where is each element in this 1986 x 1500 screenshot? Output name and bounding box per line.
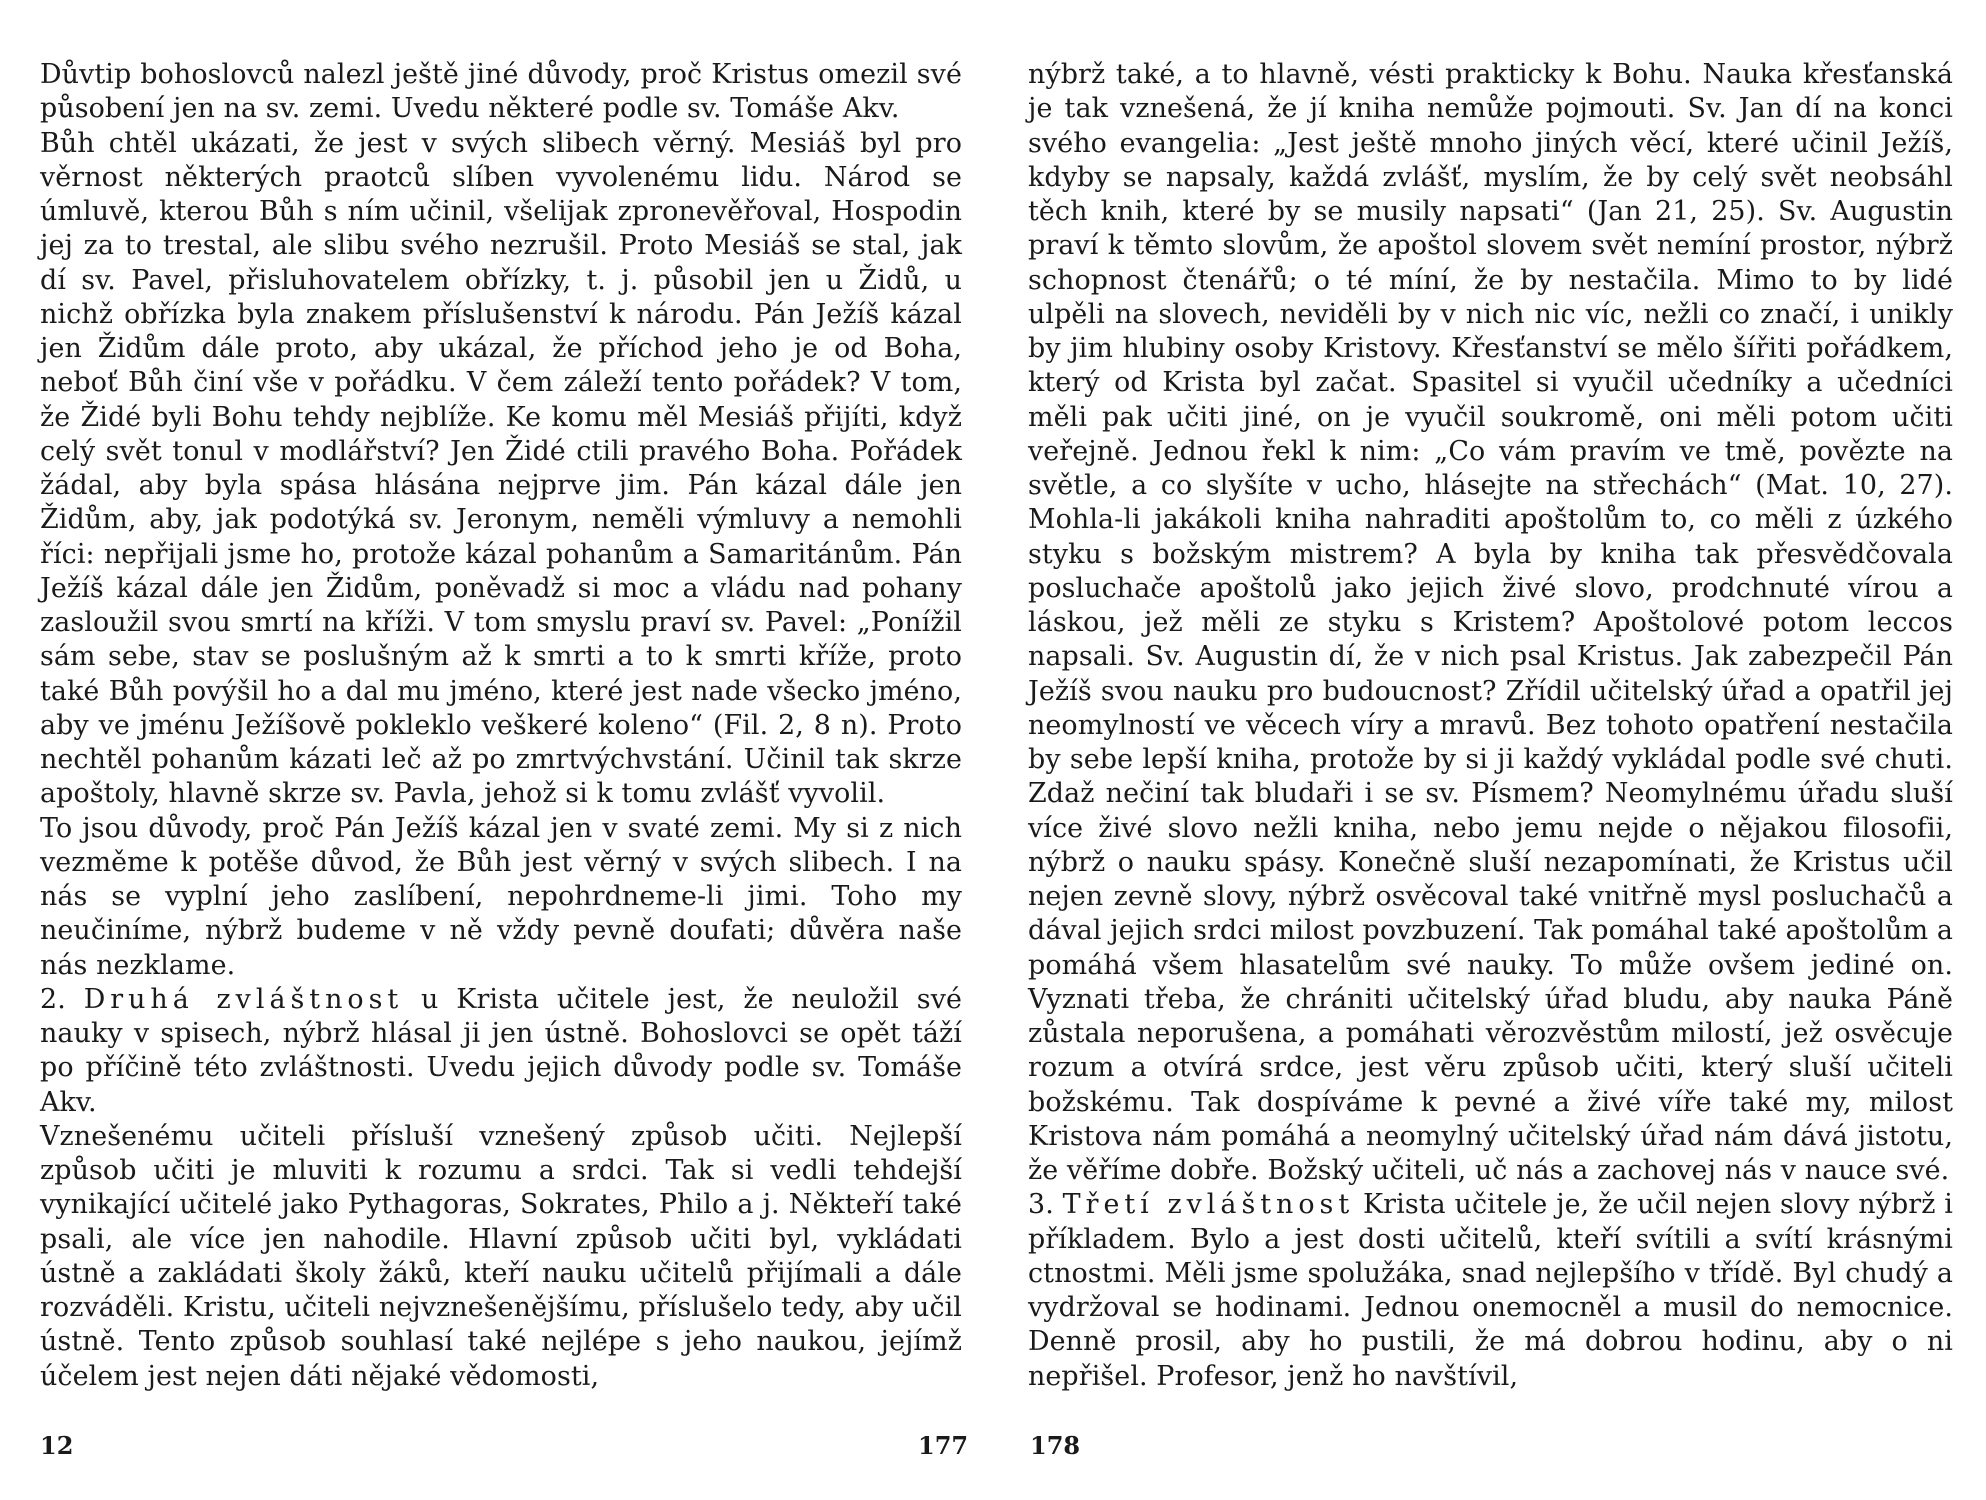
intro-paragraph: Důvtip bohoslovců nalezl ještě jiné důvody, proč Kristus omezil své působení jen na sv. zemi. Uvedu některé podle sv. Tomáše Akv. <box>40 59 962 125</box>
faithfulness-paragraph: Bůh chtěl ukázati, že jest v svých slibech věrný. Mesiáš byl pro věrnost některých praotců slíben vyvolenému lidu. Národ se úmluvě, kterou Bůh s ním učinil, všelijak zpronevěřoval, Hospodin jej za to trestal, ale slibu svého nezrušil. Proto Mesiáš se stal, jak dí sv. Pavel, přisluhovatelem obřízky, t. j. působil jen u Židů, u nichž obřízka byla znakem příslušenství k národu. Pán Ježíš kázal jen Židům dále proto, aby ukázal, že příchod jeho je od Boha, neboť Bůh činí vše v pořádku. V čem záleží tento pořádek? V tom, že Židé byli Bohu tehdy nejblíže. Ke komu měl Mesiáš přijíti, když celý svět tonul v modlářství? Jen Židé ctili pravého Boha. Pořádek žádal, aby byla spása hlásána nejprve jim. Pán kázal dále jen Židům, aby, jak podotýká sv. Jeronym, neměli výmluvy a nemohli říci: nepřijali jsme ho, protože kázal pohanům a Samaritánům. Pán Ježíš kázal dále jen Židům, poněvadž si moc a vládu nad pohany zasloužil svou smrtí na kříži. V tom smyslu praví sv. Pavel: „Ponížil sám sebe, stav se poslušným až k smrti a to k smrti kříže, proto také Bůh povýšil ho a dal mu jméno, které jest nade všecko jméno, aby ve jménu Ježíšově pokleklo veškeré koleno“ (Fil. 2, 8 n). Proto nechtěl pohanům kázati leč až po zmrtvýchvstání. Učinil tak skrze apoštoly, hlavně skrze sv. Pavla, jehož si k tomu zvlášť vyvolil. <box>40 127 962 810</box>
right-page <box>1028 58 1953 1394</box>
point-3-number: 3. <box>1028 1189 1054 1221</box>
point-3-paragraph <box>1028 1188 1953 1394</box>
point-3-heading: Třetí zvláštnost <box>1062 1189 1355 1221</box>
left-page <box>40 58 962 1394</box>
teaching-method-paragraph: Vznešenému učiteli přísluší vznešený způsob učiti. Nejlepší způsob učiti je mluviti k rozumu a srdci. Tak si vedli tehdejší vynikající učitelé jako Pythagoras, Sokrates, Philo a j. Někteří také psali, ale více jen nahodile. Hlavní způsob učiti byl, vykládati ústně a zakládati školy žáků, kteří nauku učitelů přijímali a dále rozváděli. Kristu, učiteli nejvznešenějšímu, příslušelo tedy, aby učil ústně. Tento způsob souhlasí také nejlépe s jeho naukou, jejímž účelem jest nejen dáti nějaké vědomosti, <box>40 1120 962 1392</box>
point-2-heading: Druhá zvláštnost <box>83 983 404 1015</box>
continuation-paragraph: nýbrž také, a to hlavně, vésti prakticky k Bohu. Nauka křesťanská je tak vznešená, že jí kniha nemůže pojmouti. Sv. Jan dí na konci svého evangelia: „Jest ještě mnoho jiných věcí, které učinil Ježíš, kdyby se napsaly, každá zvlášť, myslím, že by celý svět neobsáhl těch knih, které by se musily napsati“ (Jan 21, 25). Sv. Augustin praví k těmto slovům, že apoštol slovem svět nemíní prostor, nýbrž schopnost čtenářů; o té míní, že by nestačila. Mimo to by lidé ulpěli na slovech, neviděli by v nich nic víc, nežli co značí, i unikly by jim hlubiny osoby Kristovy. Křesťanství se mělo šířiti pořádkem, který od Krista byl začat. Spasitel si vyučil učedníky a učedníci měli pak učiti jiné, on je vyučil soukromě, oni měli potom učiti veřejně. Jednou řekl k nim: „Co vám pravím ve tmě, povězte na světle, a co slyšíte v ucho, hlásejte na střechách“ (Mat. 10, 27). Mohla-li jakákoli kniha nahraditi apoštolům to, co měli z úzkého styku s božským mistrem? A byla by kniha tak přesvědčovala posluchače apoštolů jako jejich živé slovo, prodchnuté vírou a láskou, jež měli ze styku s Kristem? Apoštolové potom leccos napsali. Sv. Augustin dí, že v nich psal Kristus. Jak zabezpečil Pán Ježíš svou nauku pro budoucnost? Zřídil učitelský úřad a opatřil jej neomylností ve věcech víry a mravů. Bez tohoto opatření nestačila by sebe lepší kniha, protože by si ji každý vykládal podle své chuti. Zdaž nečiní tak bludaři i se sv. Písmem? Neomylnému úřadu sluší více živé slovo nežli kniha, nebo jemu nejde o nějakou filosofii, nýbrž o nauku spásy. Konečně sluší nezapomínati, že Kristus učil nejen zevně slovy, nýbrž osvěcoval také vnitřně mysl posluchačů a dával jejich srdci milost povzbuzení. Tak pomáhal také apoštolům a pomáhá všem hlasatelům své nauky. To může ovšem jediné on. Vyznati třeba, že chrániti učitelský úřad bludu, aby nauka Páně zůstala neporušena, a pomáhati věrozvěstům milostí, jež osvěcuje rozum a otvírá srdce, jest věru způsob učiti, který sluší učiteli božskému. Tak dospíváme k pevné a živé víře také my, milost Kristova nám pomáhá a neomylný učitelský úřad nám dává jistotu, že věříme dobře. Božský učiteli, uč nás a zachovej nás v nauce své. <box>1028 59 1953 1186</box>
page-number-left: 177 <box>918 1431 969 1460</box>
signature-mark: 12 <box>40 1431 74 1460</box>
page-number-right: 178 <box>1030 1431 1081 1460</box>
point-2-paragraph <box>40 983 962 1120</box>
conclusion-paragraph: To jsou důvody, proč Pán Ježíš kázal jen v svaté zemi. My si z nich vezměme k potěše důvod, že Bůh jest věrný v svých slibech. I na nás se vyplní jeho zaslíbení, nepohrdneme-li jimi. Toho my neučiníme, nýbrž budeme v ně vždy pevně doufati; důvěra naše nás nezklame. <box>40 812 962 981</box>
point-2-text: u Krista učitele jest, že neuložil své nauky v spisech, nýbrž hlásal ji jen ústně. Bohoslovci se opět táží po příčině této zvláštnosti. Uvedu jejich důvody podle sv. Tomáše Akv. <box>40 983 962 1118</box>
point-2-number: 2. <box>40 983 66 1015</box>
point-3-text: Krista učitele je, že učil nejen slovy nýbrž i příkladem. Bylo a jest dosti učitelů, kteří svítili a svítí krásnými ctnostmi. Měli jsme spolužáka, snad nejlepšího v třídě. Byl chudý a vydržoval se hodinami. Jednou onemocněl a musil do nemocnice. Denně prosil, aby ho pustili, že má dobrou hodinu, aby o ni nepřišel. Profesor, jenž ho navštívil, <box>1028 1189 1954 1392</box>
